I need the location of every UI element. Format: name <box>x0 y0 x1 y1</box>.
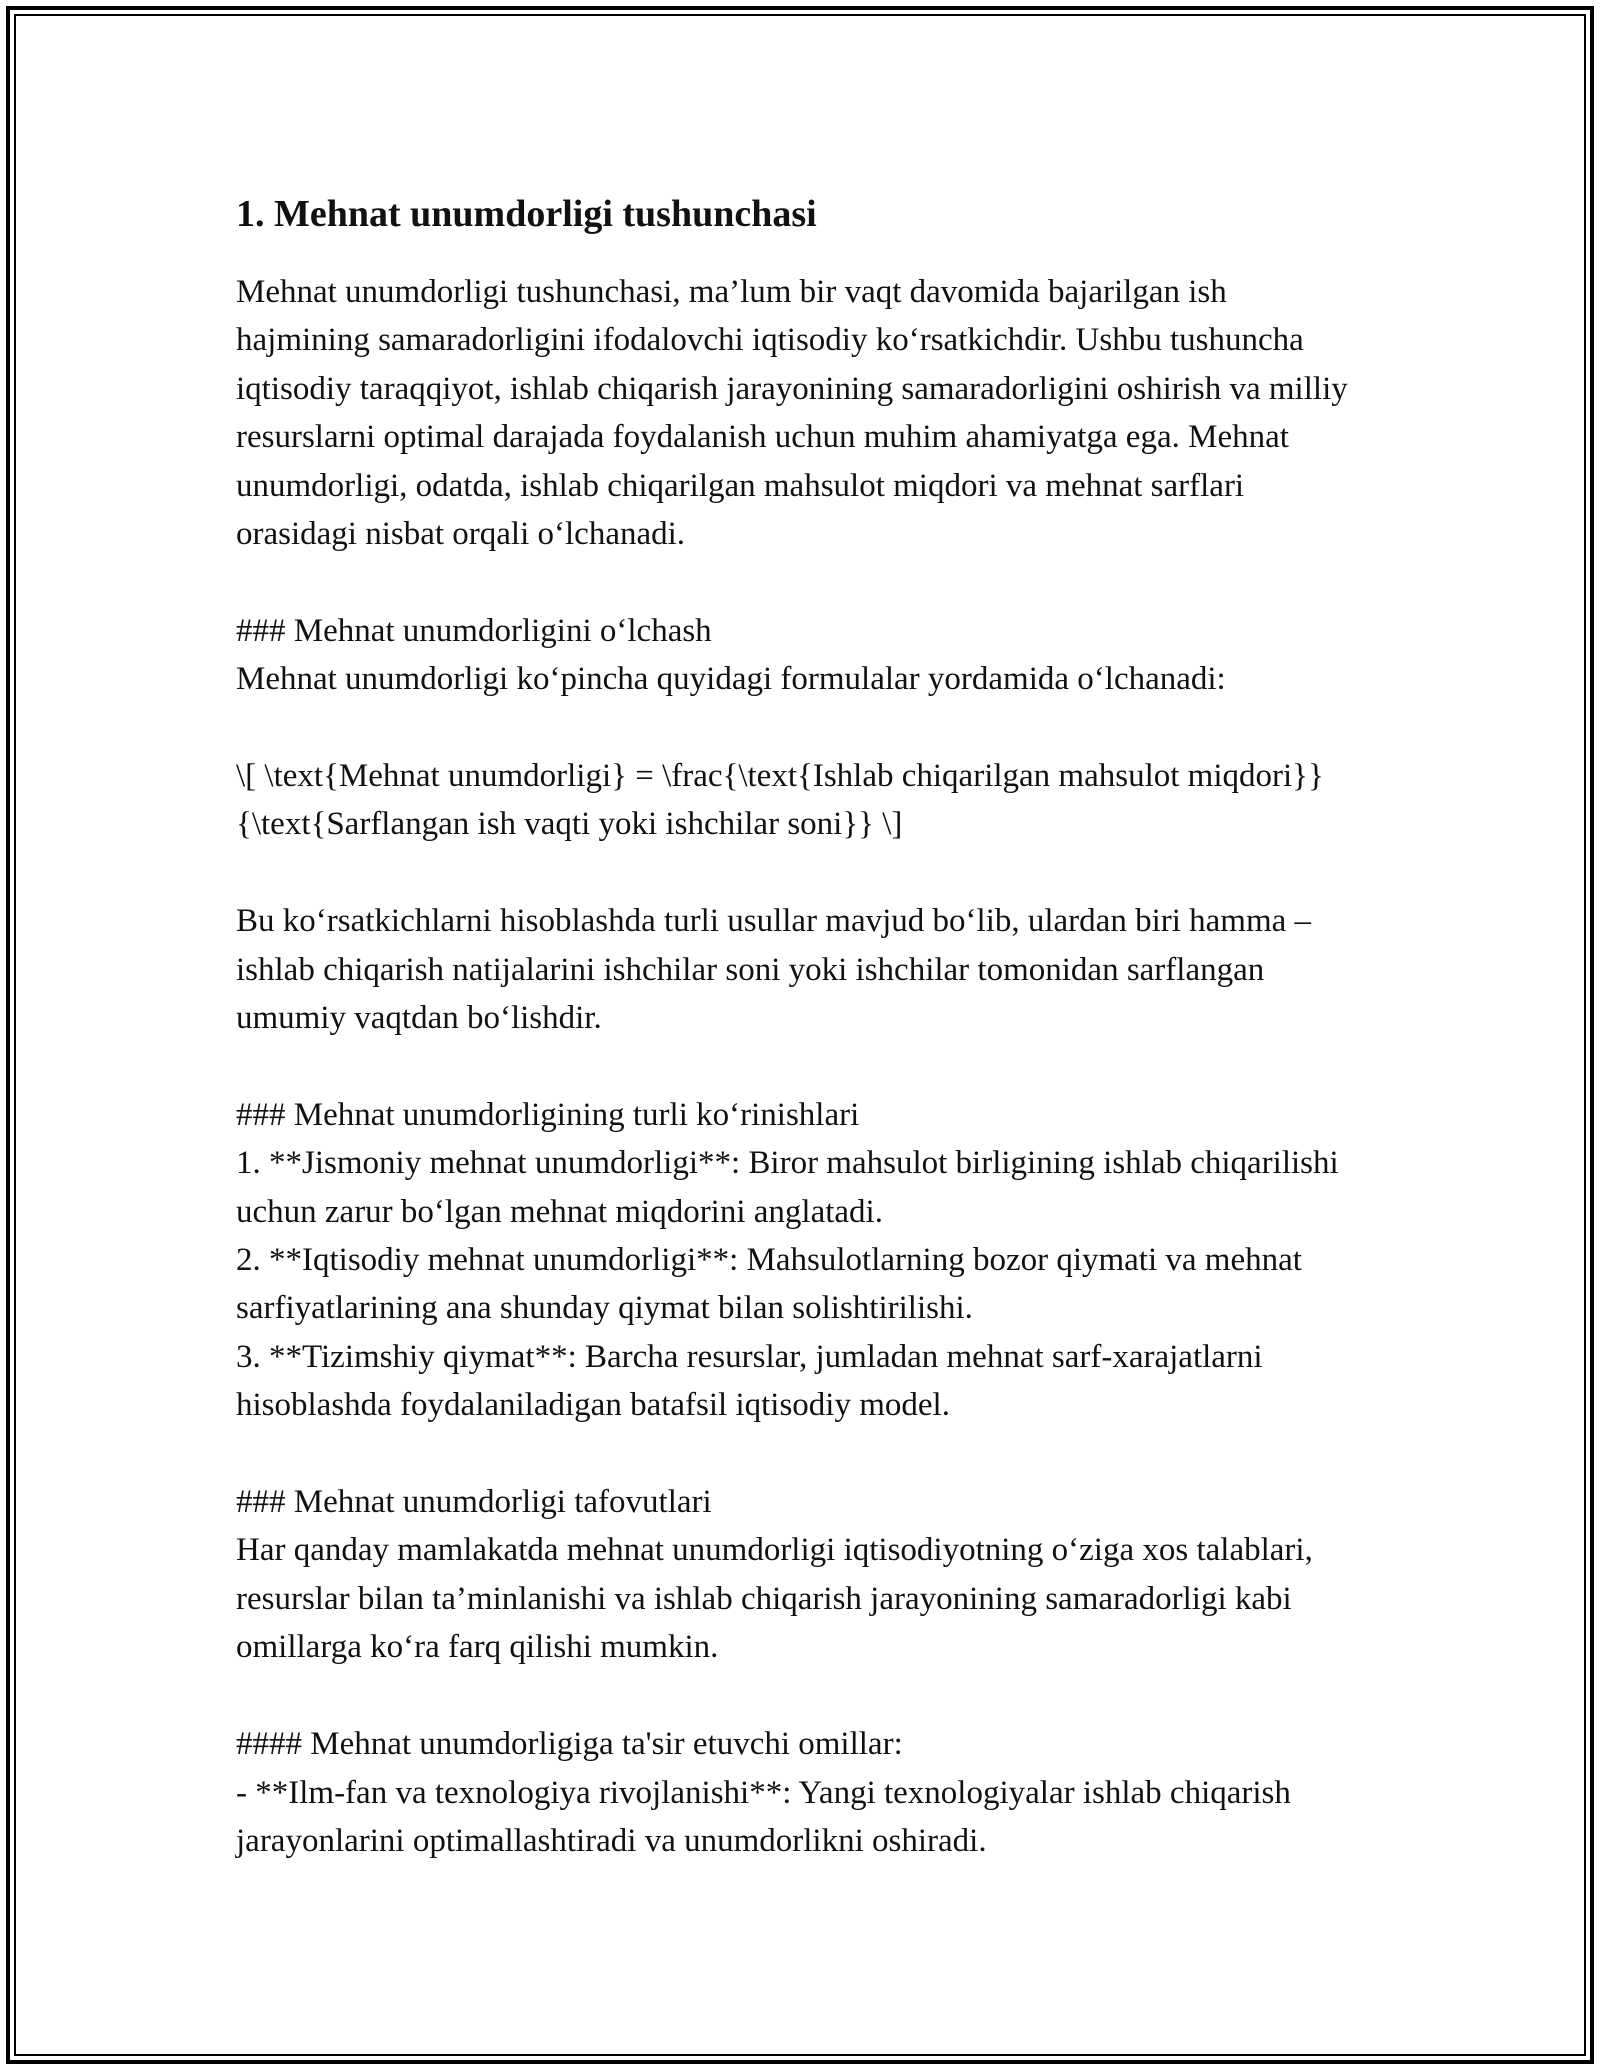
spacer <box>236 704 1366 752</box>
spacer <box>236 1042 1366 1090</box>
section-heading-factors: #### Mehnat unumdorligiga ta'sir etuvchi omillar: <box>236 1726 903 1763</box>
spacer <box>236 1672 1366 1720</box>
spacer <box>236 849 1366 897</box>
list-item: 3. **Tizimshiy qiymat**: Barcha resurslar, jumladan mehnat sarf-xarajatlarni hisoblashda foydalaniladigan batafsil iqtisodiy model. <box>236 1338 1263 1424</box>
list-item: 2. **Iqtisodiy mehnat unumdorligi**: Mahsulotlarning bozor qiymati va mehnat sarfiyatlarining ana shunday qiymat bilan solishtirilishi. <box>236 1242 1302 1327</box>
section-heading-types: ### Mehnat unumdorligining turli ko‘rinishlari <box>236 1096 860 1133</box>
methods-paragraph: Bu ko‘rsatkichlarni hisoblashda turli usullar mavjud bo‘lib, ulardan biri hamma – ishlab chiqarish natijalarini ishchilar soni yoki ishchilar tomonidan sarflangan umumiy vaqtdan bo‘lishdir. <box>236 903 1312 1037</box>
page-title: 1. Mehnat unumdorligi tushunchasi <box>236 193 817 235</box>
differences-paragraph: Har qanday mamlakatda mehnat unumdorligi iqtisodiyotning o‘ziga xos talablari, resurslar bilan ta’minlanishi va ishlab chiqarish jarayonining samaradorligi kabi omillarga ko‘ra farq qilishi mumkin. <box>236 1532 1313 1666</box>
section-heading-differences: ### Mehnat unumdorligi tafovutlari <box>236 1484 712 1521</box>
measurement-paragraph: Mehnat unumdorligi ko‘pincha quyidagi formulalar yordamida o‘lchanadi: <box>236 661 1226 698</box>
spacer <box>236 1430 1366 1478</box>
list-item: 1. **Jismoniy mehnat unumdorligi**: Biror mahsulot birligining ishlab chiqarilishi uchun zarur bo‘lgan mehnat miqdorini anglatadi. <box>236 1145 1339 1230</box>
intro-paragraph: Mehnat unumdorligi tushunchasi, ma’lum bir vaqt davomida bajarilgan ish hajmining samaradorligini ifodalovchi iqtisodiy ko‘rsatkichdir. Ushbu tushuncha iqtisodiy taraqqiyot, ishlab chiqarish jarayonining samaradorligini oshirish va milliy resurslarni optimal darajada foydalanish uchun muhim ahamiyatga ega. Mehnat unumdorligi, odatda, ishlab chiqarilgan mahsulot miqdori va mehnat sarflari orasidagi nisbat orqali o‘lchanadi. <box>236 274 1348 553</box>
section-heading-measurement: ### Mehnat unumdorligini o‘lchash <box>236 612 712 649</box>
formula: \[ \text{Mehnat unumdorligi} = \frac{\text{Ishlab chiqarilgan mahsulot miqdori}}{\text{Sarflangan ish vaqti yoki ishchilar soni}} \] <box>236 758 1324 843</box>
list-item: - **Ilm-fan va texnologiya rivojlanishi**: Yangi texnologiyalar ishlab chiqarish jarayonlarini optimallashtiradi va unumdorlikni oshiradi. <box>236 1774 1291 1859</box>
spacer <box>236 558 1366 606</box>
document-body <box>236 190 1366 1865</box>
